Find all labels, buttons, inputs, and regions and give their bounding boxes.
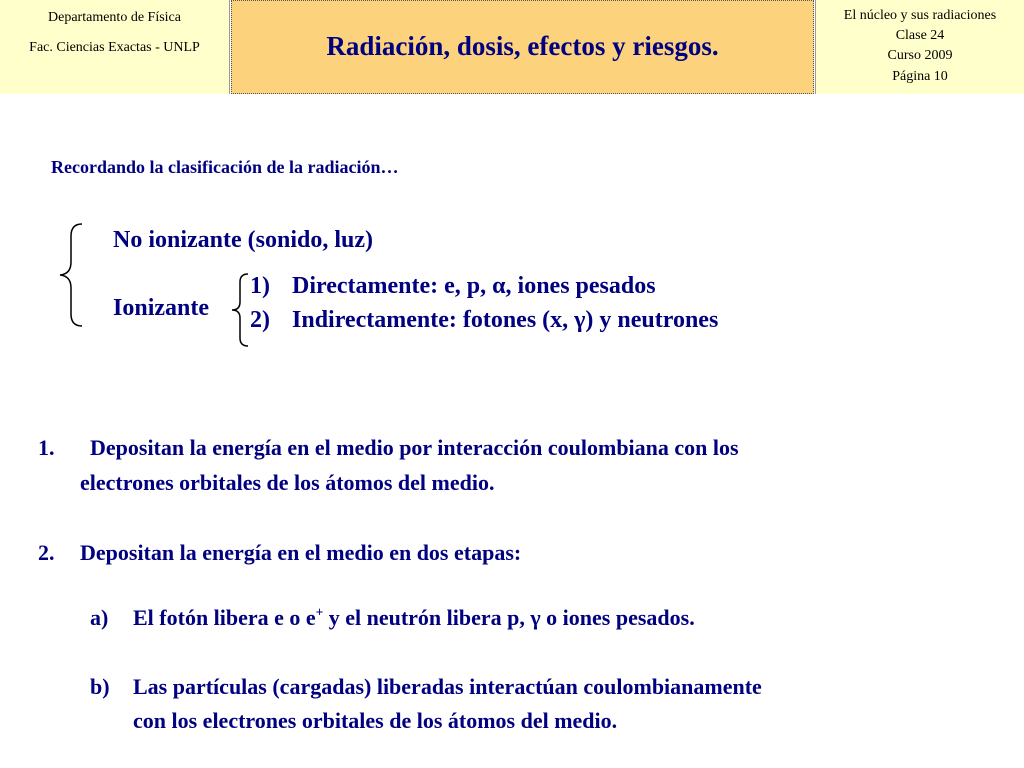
- header-faculty: Fac. Ciencias Exactas - UNLP: [29, 40, 200, 55]
- header-department: Departamento de Física: [48, 10, 181, 25]
- sub-item-2-text: Indirectamente: fotones (x, γ) y neutrones: [292, 307, 719, 333]
- positron-superscript: +: [315, 604, 324, 620]
- sub-item-2-number: 2): [250, 307, 270, 333]
- sub-a-text-end: y el neutrón libera p, γ o iones pesados.: [323, 605, 695, 630]
- header-left-box: [0, 0, 230, 94]
- sub-b-label: b): [90, 674, 110, 699]
- small-brace-icon: [228, 272, 250, 348]
- header-course-topic: El núcleo y sus radiaciones: [843, 8, 997, 23]
- sub-a-label: a): [90, 605, 109, 630]
- sub-item-1-text: Directamente: e, p, α, iones pesados: [292, 273, 656, 299]
- header-course-year: Curso 2009: [887, 48, 953, 63]
- header-title-box: [231, 0, 814, 94]
- header-class-number: Clase 24: [895, 28, 945, 43]
- header-right-box: [815, 0, 1024, 94]
- sub-item-1-number: 1): [250, 273, 270, 299]
- sub-a-text: [133, 605, 695, 631]
- header-page-number: Página 10: [892, 69, 948, 84]
- intro-text: Recordando la clasificación de la radiación…: [51, 157, 399, 177]
- point-1-number: 1.: [38, 435, 55, 460]
- point-2-number: 2.: [38, 540, 55, 565]
- ionizante-label: Ionizante: [113, 295, 209, 321]
- point-1-line-1: Depositan la energía en el medio por interacción coulombiana con los: [90, 435, 739, 460]
- sub-b-line-1: Las partículas (cargadas) liberadas interactúan coulombianamente: [133, 674, 762, 699]
- point-1-line-2: electrones orbitales de los átomos del medio.: [80, 470, 495, 495]
- slide-title: Radiación, dosis, efectos y riesgos.: [326, 31, 719, 61]
- left-brace-icon: [56, 222, 86, 328]
- sub-a-text-start: El fotón libera e o e: [133, 605, 316, 630]
- point-2-text: Depositan la energía en el medio en dos etapas:: [80, 540, 522, 565]
- sub-b-line-2: con los electrones orbitales de los átomos del medio.: [133, 708, 618, 733]
- no-ionizante-label: No ionizante (sonido, luz): [113, 227, 374, 253]
